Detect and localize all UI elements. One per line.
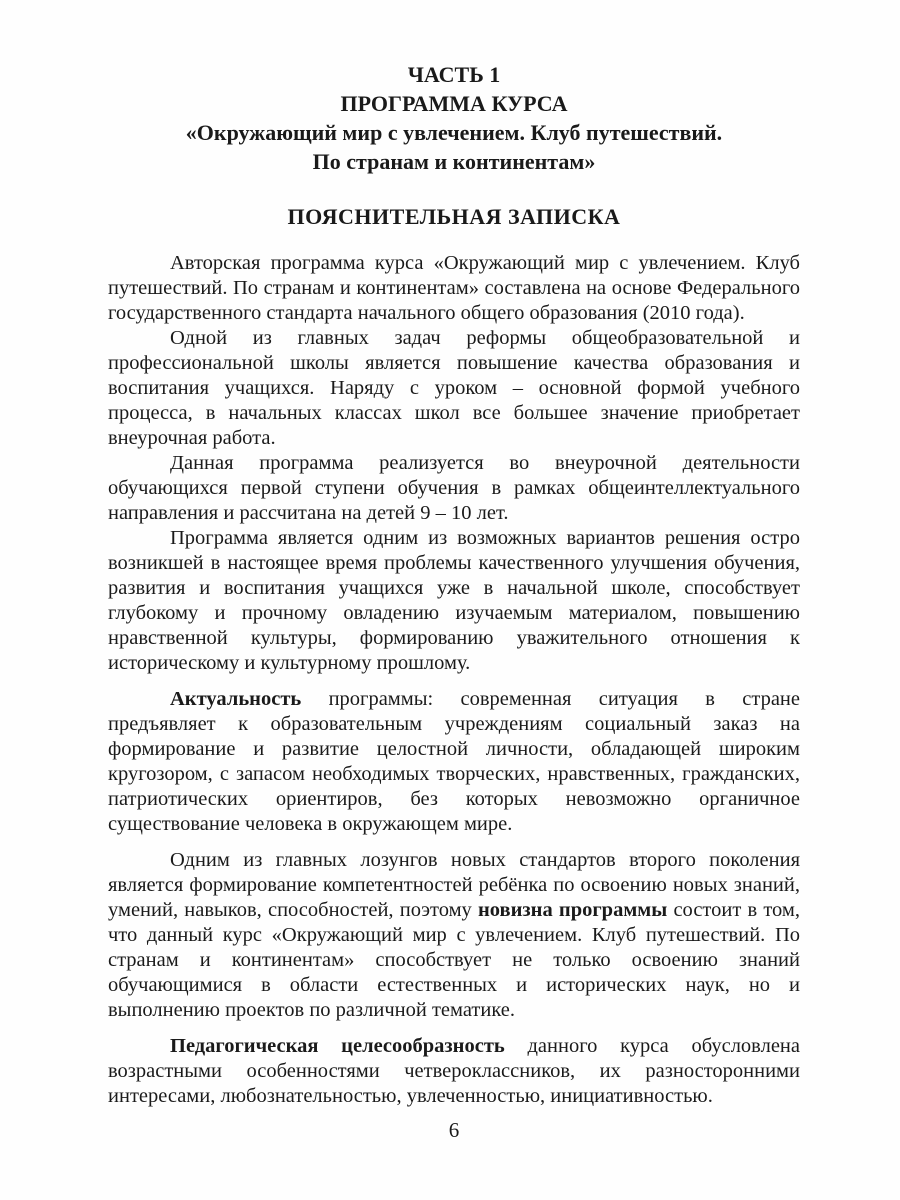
document-header bbox=[108, 60, 800, 176]
paragraph bbox=[108, 451, 800, 526]
text-run: Авторская программа курса «Окружающий мир с увлечением. Клуб путешествий. По странам и континентам» составлена на основе Федерального государственного стандарта начального общего образования (2010 года). bbox=[108, 252, 800, 324]
part-heading: ЧАСТЬ 1 bbox=[407, 62, 501, 87]
paragraph bbox=[108, 1034, 800, 1109]
bold-text-run: Педагогическая целесообразность bbox=[170, 1035, 505, 1057]
body-text bbox=[108, 251, 800, 1109]
paragraph bbox=[108, 326, 800, 451]
page-number: 6 bbox=[448, 1118, 460, 1142]
text-run: Программа является одним из возможных вариантов решения остро возникшей в настоящее время проблемы качественного улучшения обучения, развития и воспитания учащихся уже в начальной школе, способствует глубокому и прочному овладению изучаемым материалом, повышению нравственной культуры, формированию уважительного отношения к историческому и культурному прошлому. bbox=[108, 527, 800, 674]
text-run: данного курса обусловлена возрастными особенностями четвероклассников, их разносторонними интересами, любознательностью, увлеченностью, инициативностью. bbox=[108, 1035, 800, 1107]
program-heading: ПРОГРАММА КУРСА bbox=[340, 91, 568, 116]
bold-text-run: новизна программы bbox=[477, 899, 668, 921]
page-footer bbox=[108, 1118, 800, 1143]
section-heading: ПОЯСНИТЕЛЬНАЯ ЗАПИСКА bbox=[287, 204, 621, 229]
text-run: Одной из главных задач реформы общеобразовательной и профессиональной школы является повышение качества образования и воспитания учащихся. Наряду с уроком – основной формой учебного процесса, в начальных классах школ все большее значение приобретает внеурочная работа. bbox=[108, 327, 800, 449]
text-run: Данная программа реализуется во внеурочной деятельности обучающихся первой ступени обучения в рамках общеинтеллектуального направления и рассчитана на детей 9 – 10 лет. bbox=[108, 452, 800, 524]
paragraph bbox=[108, 848, 800, 1023]
course-title-line2: По странам и континентам» bbox=[312, 149, 596, 174]
bold-text-run: Актуальность bbox=[170, 688, 302, 710]
text-run: программы: современная ситуация в стране предъявляет к образовательным учреждениям социальный заказ на формирование и развитие целостной личности, обладающей широким кругозором, с запасом необходимых творческих, нравственных, гражданских, патриотических ориентиров, без которых невозможно органичное существование человека в окружающем мире. bbox=[108, 688, 800, 835]
paragraph bbox=[108, 687, 800, 837]
paragraph bbox=[108, 251, 800, 326]
text-run: Одним из главных лозунгов новых стандартов второго поколения является формирование компетентностей ребёнка по освоению новых знаний, умений, навыков, способностей, поэтому bbox=[108, 849, 800, 921]
paragraph bbox=[108, 526, 800, 676]
course-title-line1: «Окружающий мир с увлечением. Клуб путешествий. bbox=[185, 120, 723, 145]
text-run: состоит в том, что данный курс «Окружающий мир с увлечением. Клуб путешествий. По странам и континентам» способствует не только освоению знаний обучающимися в области естественных и исторических наук, но и выполнению проектов по различной тематике. bbox=[108, 899, 800, 1021]
